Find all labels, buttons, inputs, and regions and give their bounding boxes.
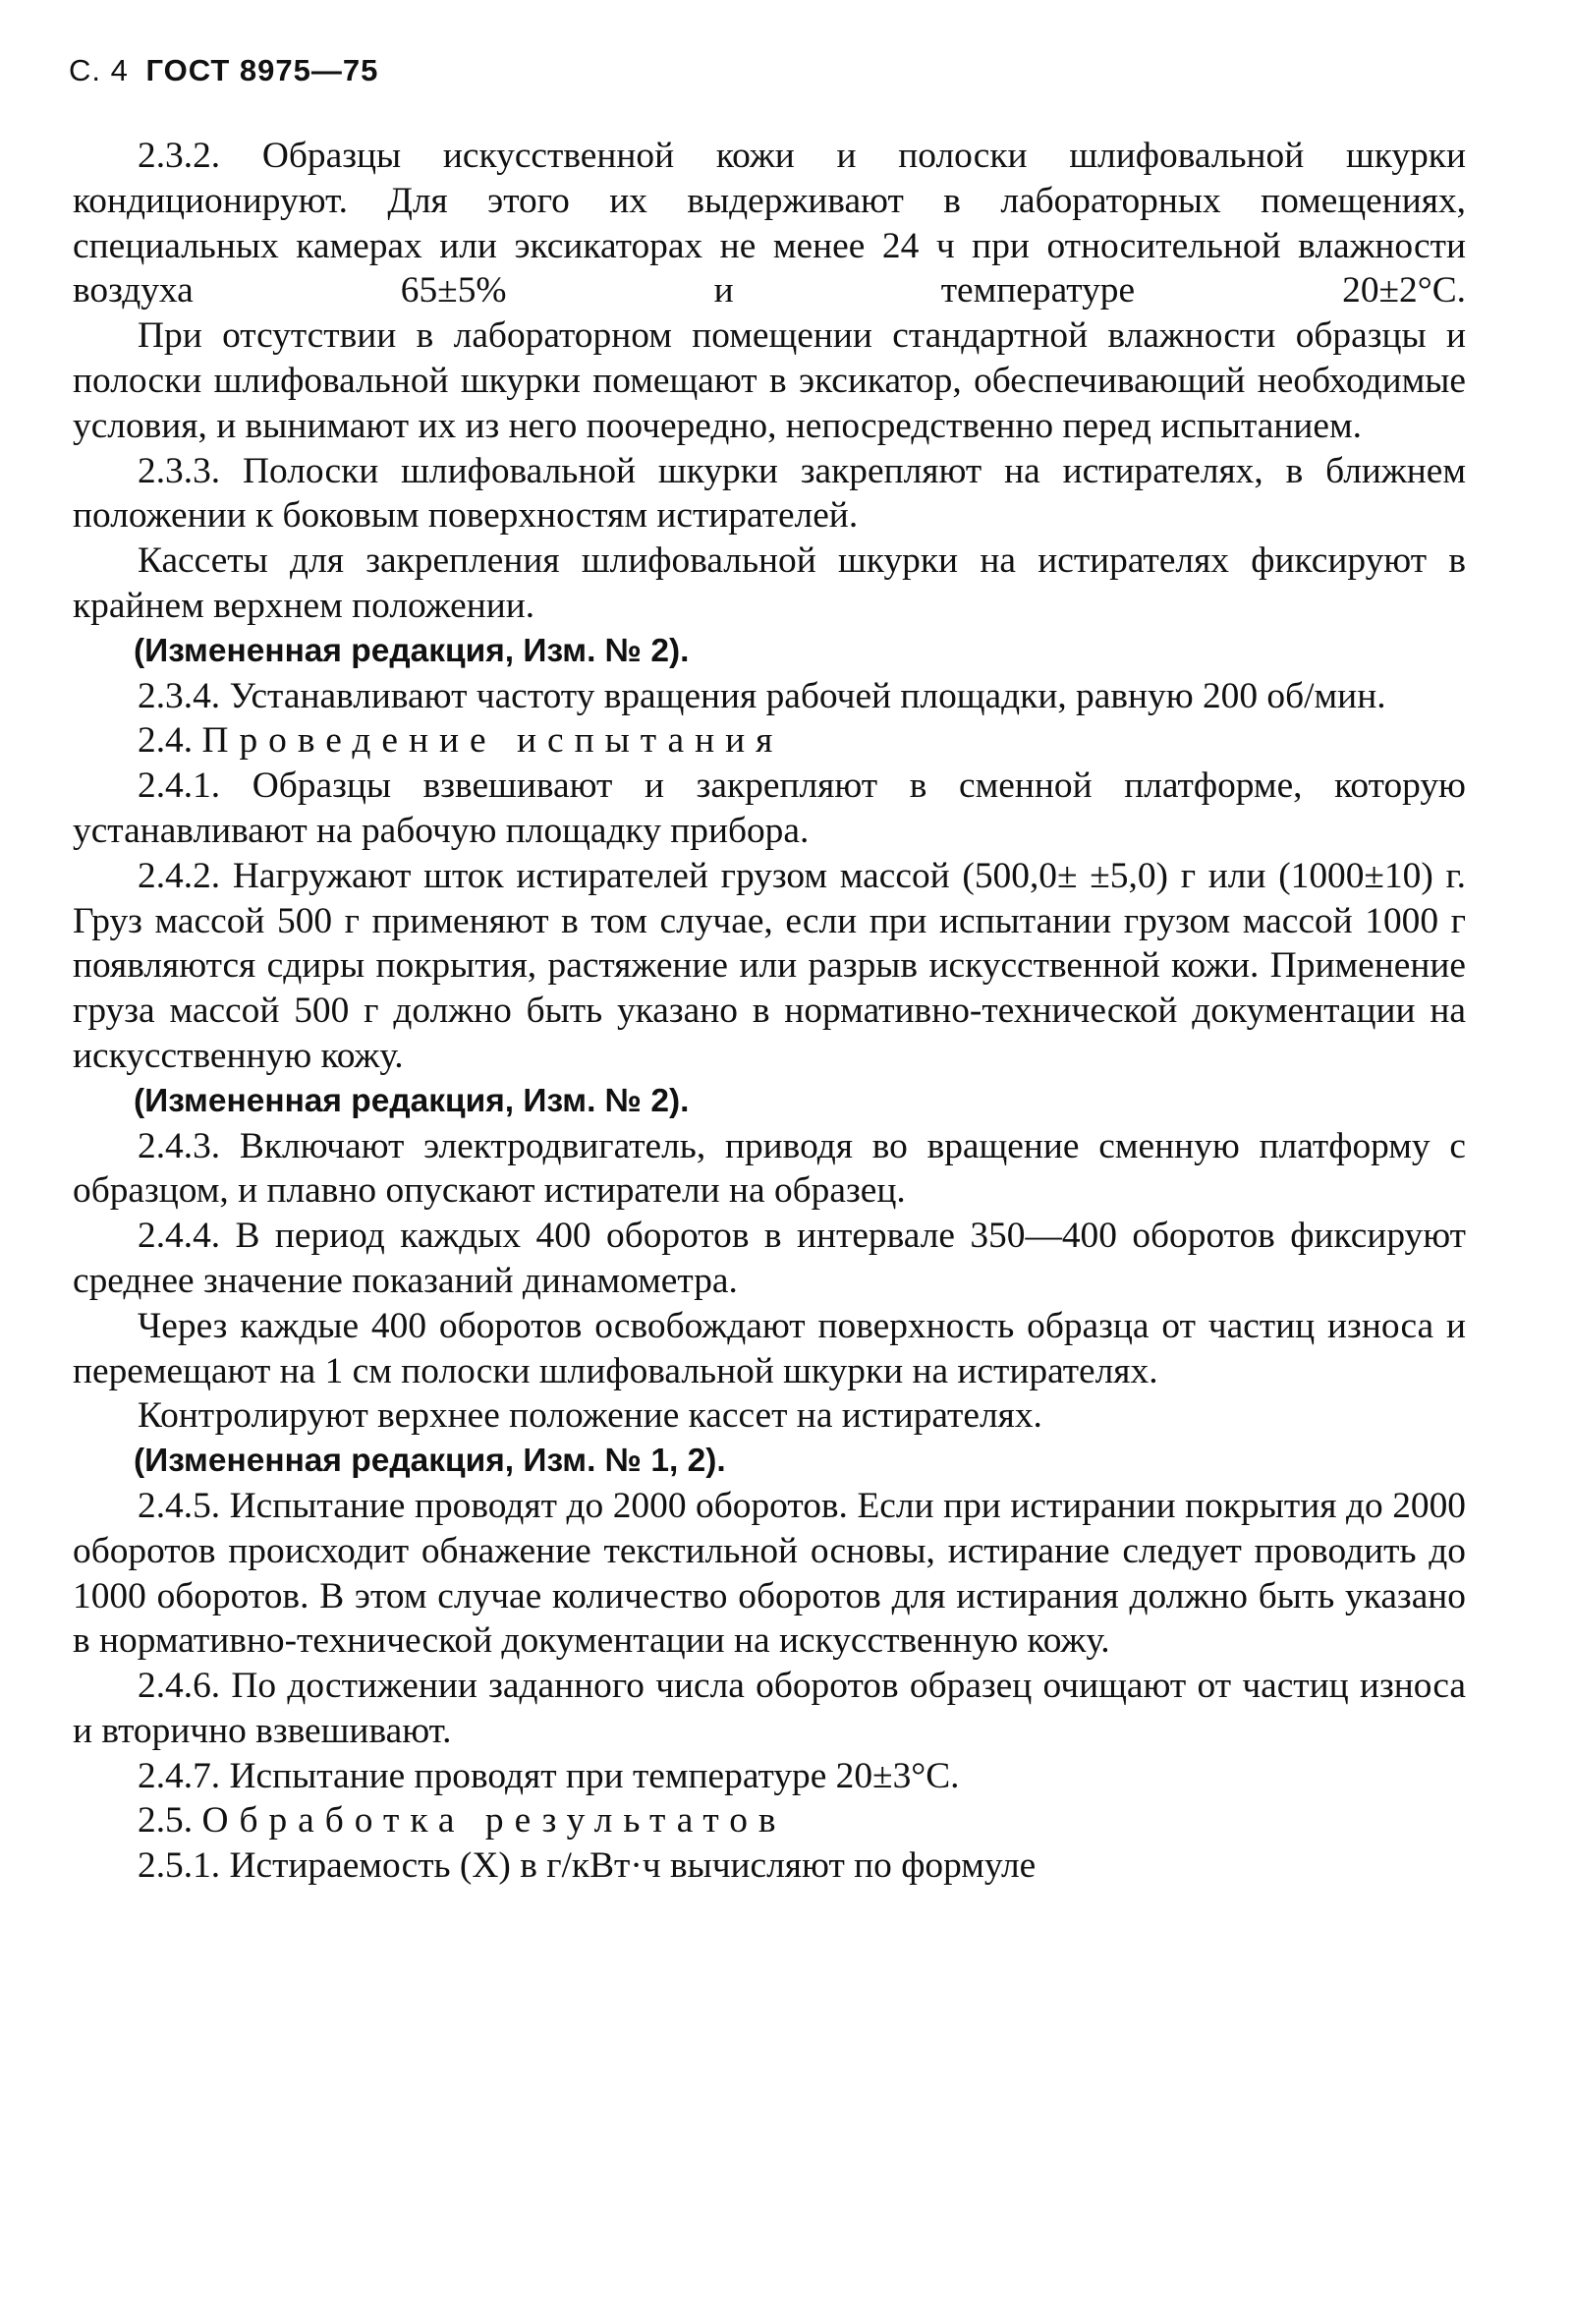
page-header xyxy=(69,55,378,85)
paragraph-2-4-3: 2.4.3. Включают электродвигатель, приводя во вращение сменную платформу с образцом, и плавно опускают истиратели на образец. xyxy=(73,1125,1466,1212)
amendment-note: (Измененная редакция, Изм. № 2). xyxy=(134,632,690,669)
amendment-note: (Измененная редакция, Изм. № 2). xyxy=(134,1082,690,1119)
section-title: Проведение испытания xyxy=(201,720,784,762)
paragraph-2-4-1: 2.4.1. Образцы взвешивают и закрепляют в сменной платформе, которую устанавливают на рабочую площадку прибора. xyxy=(73,765,1466,851)
standard-designation: ГОСТ 8975—75 xyxy=(145,53,379,87)
section-heading-2-4 xyxy=(73,718,1466,764)
paragraph-2-3-4: 2.3.4. Устанавливают частоту вращения рабочей площадки, равную 200 об/мин. xyxy=(138,675,1386,716)
paragraph-2-3-2-continued: При отсутствии в лабораторном помещении стандартной влажности образцы и полоски шлифовальной шкурки помещают в эксикатор, обеспечивающий необходимые условия, и вынимают их из него поочередно, непосредственно перед испытанием. xyxy=(73,315,1466,446)
paragraph-2-4-7: 2.4.7. Испытание проводят при температуре 20±3°С. xyxy=(138,1755,960,1796)
paragraph-2-4-4-control: Контролируют верхнее положение кассет на истирателях. xyxy=(138,1395,1042,1437)
paragraph-2-3-3: 2.3.3. Полоски шлифовальной шкурки закрепляют на истирателях, в ближнем положении к боковым поверхностям истирателей. xyxy=(73,450,1466,537)
section-number: 2.4. xyxy=(138,720,194,762)
amendment-note: (Измененная редакция, Изм. № 1, 2). xyxy=(134,1443,726,1480)
paragraph-2-3-2: 2.3.2. Образцы искусственной кожи и полоски шлифовальной шкурки кондиционируют. Для этого их выдерживают в лабораторных помещениях, специальных камерах или эксикаторах не менее 24 ч при относительной влажности воздуха 65±5% и температуре 20±2°С. xyxy=(73,136,1466,312)
paragraph-2-4-5: 2.4.5. Испытание проводят до 2000 оборотов. Если при истирании покрытия до 2000 оборотов происходит обнажение текстильной основы, истирание следует проводить до 1000 оборотов. В этом случае количество оборотов для истирания должно быть указано в нормативно-технической документации на искусственную кожу. xyxy=(73,1485,1466,1662)
section-number: 2.5. xyxy=(138,1800,194,1842)
paragraph-2-3-3-continued: Кассеты для закрепления шлифовальной шкурки на истирателях фиксируют в крайнем верхнем положении. xyxy=(73,540,1466,626)
section-title: Обработка результатов xyxy=(201,1800,787,1842)
paragraph-2-5-1: 2.5.1. Истираемость (X) в г/кВт·ч вычисляют по формуле xyxy=(138,1845,1037,1887)
document-body xyxy=(73,134,1466,1889)
section-heading-2-5 xyxy=(73,1798,1466,1843)
paragraph-2-4-4: 2.4.4. В период каждых 400 оборотов в интервале 350—400 оборотов фиксируют среднее значение показаний динамометра. xyxy=(73,1216,1466,1301)
paragraph-2-4-2: 2.4.2. Нагружают шток истирателей грузом массой (500,0± ±5,0) г или (1000±10) г. Груз массой 500 г применяют в том случае, если при испытании грузом массой 1000 г появляются сдиры покрытия, растяжение или разрыв искусственной кожи. Применение груза массой 500 г должно быть указано в нормативно-технической документации на искусственную кожу. xyxy=(73,855,1466,1076)
page-number: С. 4 xyxy=(69,53,129,87)
paragraph-2-4-6: 2.4.6. По достижении заданного числа оборотов образец очищают от частиц износа и вторично взвешивают. xyxy=(73,1666,1466,1751)
paragraph-2-4-4-continued: Через каждые 400 оборотов освобождают поверхность образца от частиц износа и перемещают на 1 см полоски шлифовальной шкурки на истирателях. xyxy=(73,1305,1466,1391)
